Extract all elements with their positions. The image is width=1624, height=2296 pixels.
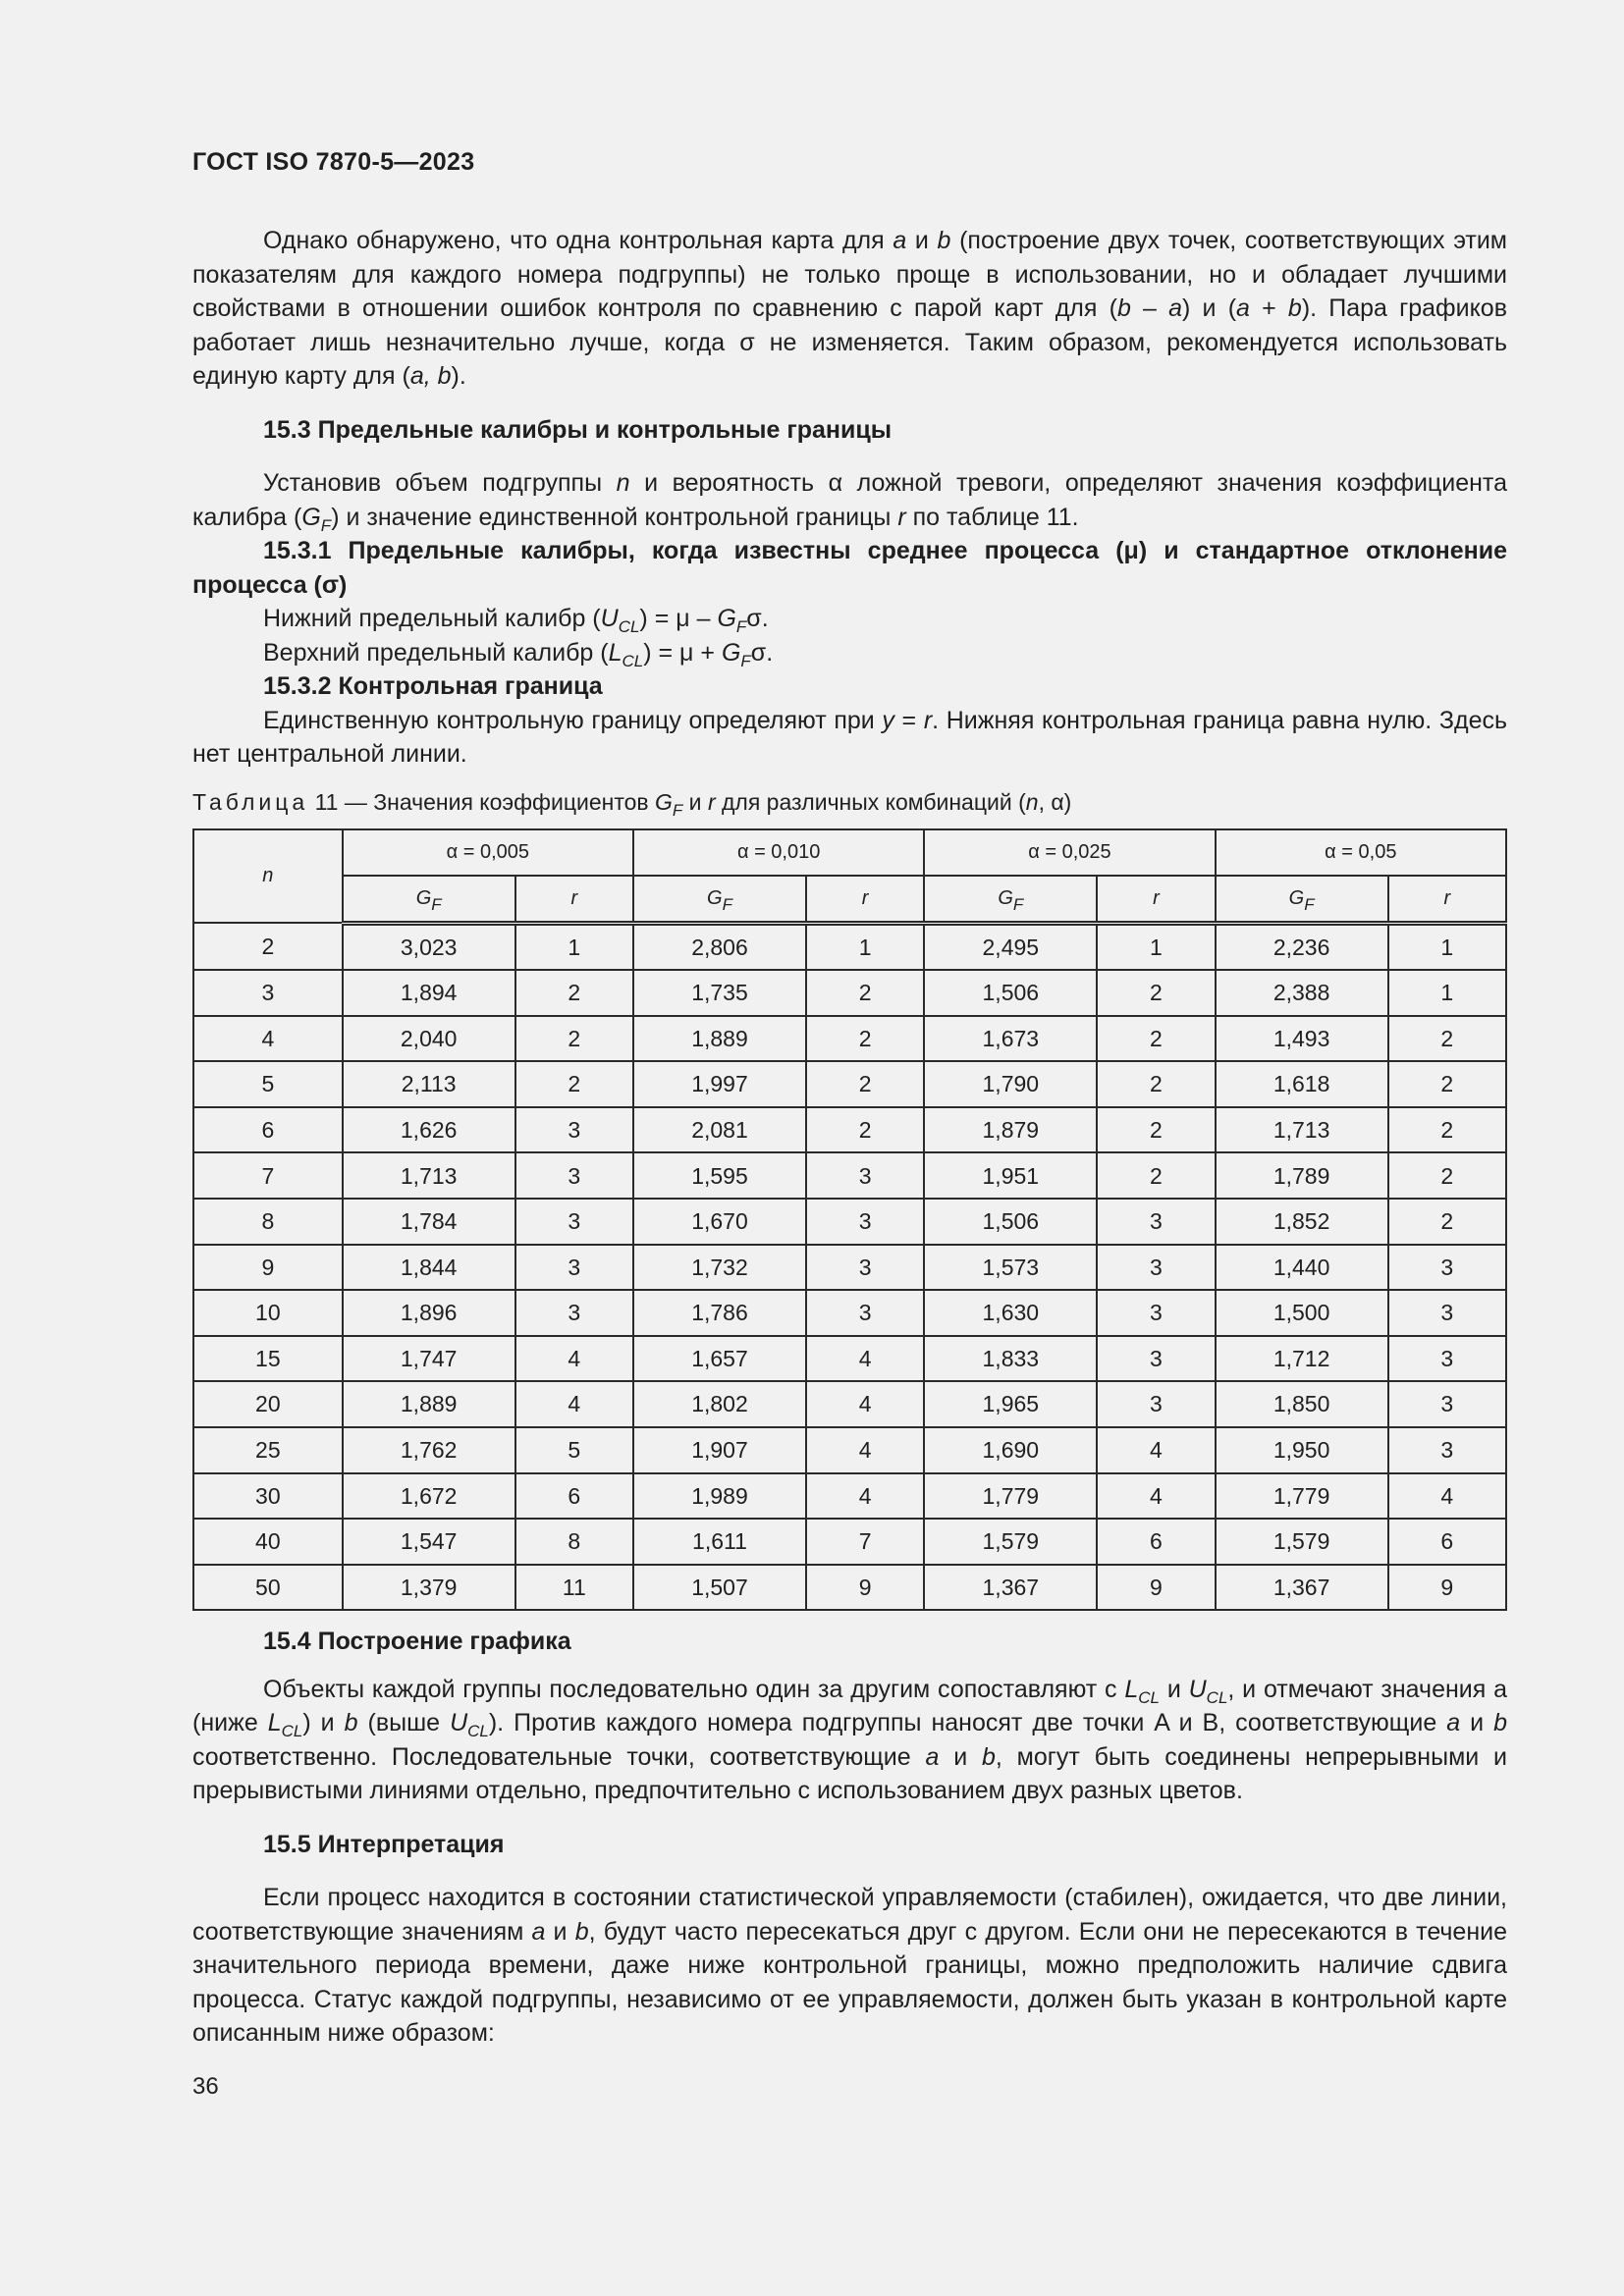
table-cell: 3	[515, 1245, 633, 1291]
table-cell: 10	[193, 1290, 343, 1336]
table-cell: 1,573	[924, 1245, 1097, 1291]
table-cell: 2,495	[924, 923, 1097, 970]
table-cell: 3	[515, 1199, 633, 1245]
table-cell: 2,040	[343, 1016, 515, 1062]
table-cell: 20	[193, 1381, 343, 1427]
section-heading-15-3-2: 15.3.2 Контрольная граница	[263, 672, 603, 700]
table-cell: 8	[193, 1199, 343, 1245]
table-cell: 3	[1388, 1427, 1506, 1473]
table-cell: 1,732	[633, 1245, 806, 1291]
coefficients-table	[192, 828, 1507, 1612]
table-cell: 15	[193, 1336, 343, 1382]
table-cell: 1	[806, 923, 924, 970]
table-body	[193, 923, 1506, 1610]
table-cell: 5	[193, 1061, 343, 1107]
table-cell: 1,779	[1216, 1473, 1388, 1520]
table-cell: 3	[806, 1152, 924, 1199]
table-cell: 3	[1097, 1199, 1215, 1245]
table-cell: 4	[1388, 1473, 1506, 1520]
paragraph-15-3: Установив объем подгруппы n и вероятность α ложной тревоги, определяют значения коэффициента калибра $(G_F)$ и значение единственной контрольной границы r по таблице 11.	[192, 469, 1507, 535]
table-cell: 1,672	[343, 1473, 515, 1520]
table-row	[193, 1107, 1506, 1153]
table-cell: 2	[1388, 1061, 1506, 1107]
table-row	[193, 1061, 1506, 1107]
table-cell: 1,907	[633, 1427, 806, 1473]
table-cell: 1,950	[1216, 1427, 1388, 1473]
table-cell: 1,630	[924, 1290, 1097, 1336]
table-cell: 1,547	[343, 1519, 515, 1565]
table-cell: 1,506	[924, 970, 1097, 1016]
table-cell: 1,844	[343, 1245, 515, 1291]
section-heading-15-4: 15.4 Построение графика	[263, 1628, 571, 1656]
table-cell: 5	[515, 1427, 633, 1473]
table-cell: 3	[515, 1290, 633, 1336]
table-cell: 1,789	[1216, 1152, 1388, 1199]
section-heading-15-3-1: 15.3.1 Предельные калибры, когда известны среднее процесса (μ) и стандартное отклонение процесса (σ)	[192, 537, 1507, 599]
table-cell: 2	[1388, 1152, 1506, 1199]
table-cell: 40	[193, 1519, 343, 1565]
table-cell: 1,595	[633, 1152, 806, 1199]
table-cell: 2	[1097, 1016, 1215, 1062]
column-header-r: r	[1388, 876, 1506, 924]
table-cell: 50	[193, 1565, 343, 1611]
table-cell: 1,735	[633, 970, 806, 1016]
table-cell: 1,367	[924, 1565, 1097, 1611]
table-cell: 1,889	[343, 1381, 515, 1427]
table-cell: 1,896	[343, 1290, 515, 1336]
table-cell: 4	[806, 1381, 924, 1427]
table-cell: 1,784	[343, 1199, 515, 1245]
table-caption: Таблица 11 — Значения коэффициентов $G_F$ и r для различных комбинаций (n, α)	[192, 788, 1072, 820]
table-cell: 3	[1097, 1336, 1215, 1382]
table-cell: 3	[1097, 1245, 1215, 1291]
paragraph-intro: Однако обнаружено, что одна контрольная карта для a и b (построение двух точек, соответствующих этим показателям для каждого номера подгруппы) не только проще в использовании, но и обладает лучшими свойствами в отношении ошибок контроля по сравнению с парой карт для (b – a) и (a + b). Пара графиков работает лишь незначительно лучше, когда σ не изменяется. Таким образом, рекомендуется использовать единую карту для (a, b).	[192, 227, 1507, 390]
table-cell: 2,806	[633, 923, 806, 970]
table-cell: 3	[1388, 1336, 1506, 1382]
paragraph-15-3-2: Единственную контрольную границу определяют при y = r. Нижняя контрольная граница равна нулю. Здесь нет центральной линии.	[192, 706, 1508, 768]
table-cell: 3	[806, 1199, 924, 1245]
table-cell: 2	[515, 1016, 633, 1062]
column-header-alpha: α = 0,05	[1216, 829, 1506, 876]
table-cell: 6	[515, 1473, 633, 1520]
table-cell: 4	[193, 1016, 343, 1062]
table-row	[193, 1519, 1506, 1565]
table-cell: 1,713	[1216, 1107, 1388, 1153]
table-cell: 2	[515, 1061, 633, 1107]
column-header-alpha: α = 0,025	[924, 829, 1215, 876]
table-cell: 4	[1097, 1473, 1215, 1520]
document-header: ГОСТ ISO 7870-5—2023	[192, 148, 475, 176]
table-cell: 11	[515, 1565, 633, 1611]
table-cell: 1,690	[924, 1427, 1097, 1473]
page-content	[192, 224, 1507, 2051]
table-cell: 3	[515, 1152, 633, 1199]
paragraph-15-4: Объекты каждой группы последовательно один за другим сопоставляют с $L_{CL}$ и $U_{CL}$, и отмечают значения a (ниже $L_{CL}$) и b (выше $U_{CL}$). Против каждого номера подгруппы наносят две точки A и B, соответствующие a и b соответственно. Последовательные точки, соответствующие a и b, могут быть соединены непрерывными и прерывистыми линиями отдельно, предпочтительно с использованием двух разных цветов.	[192, 1675, 1508, 1805]
table-cell: 1,762	[343, 1427, 515, 1473]
table-cell: 3	[1388, 1381, 1506, 1427]
table-cell: 7	[806, 1519, 924, 1565]
table-row	[193, 1016, 1506, 1062]
table-cell: 4	[806, 1336, 924, 1382]
column-header-alpha: α = 0,010	[633, 829, 924, 876]
table-cell: 4	[515, 1336, 633, 1382]
column-header-n: n	[193, 829, 343, 924]
table-cell: 1,713	[343, 1152, 515, 1199]
table-cell: 1,965	[924, 1381, 1097, 1427]
table-row	[193, 1565, 1506, 1611]
table-row	[193, 1473, 1506, 1520]
table-cell: 2	[1388, 1107, 1506, 1153]
table-cell: 1	[1388, 970, 1506, 1016]
table-cell: 1,790	[924, 1061, 1097, 1107]
table-cell: 1,889	[633, 1016, 806, 1062]
table-cell: 1,997	[633, 1061, 806, 1107]
column-header-r: r	[806, 876, 924, 924]
table-cell: 2	[1097, 1061, 1215, 1107]
table-cell: 3	[1097, 1381, 1215, 1427]
table-cell: 2	[806, 1107, 924, 1153]
column-header-gf: $G_F$	[343, 876, 515, 924]
table-cell: 1,507	[633, 1565, 806, 1611]
table-cell: 1	[1388, 923, 1506, 970]
table-cell: 2	[806, 1016, 924, 1062]
table-cell: 1,833	[924, 1336, 1097, 1382]
table-cell: 4	[806, 1473, 924, 1520]
table-cell: 9	[193, 1245, 343, 1291]
section-heading-15-3: 15.3 Предельные калибры и контрольные границы	[263, 415, 893, 444]
table-cell: 2	[806, 1061, 924, 1107]
table-cell: 2	[1097, 1152, 1215, 1199]
column-header-gf: $G_F$	[633, 876, 806, 924]
table-cell: 1,673	[924, 1016, 1097, 1062]
table-row	[193, 1152, 1506, 1199]
column-header-r: r	[515, 876, 633, 924]
table-cell: 2	[193, 923, 343, 970]
table-cell: 1,894	[343, 970, 515, 1016]
table-cell: 1,611	[633, 1519, 806, 1565]
table-cell: 2	[1388, 1199, 1506, 1245]
table-cell: 9	[806, 1565, 924, 1611]
table-row	[193, 970, 1506, 1016]
table-row	[193, 1336, 1506, 1382]
table-cell: 1,747	[343, 1336, 515, 1382]
column-header-r: r	[1097, 876, 1215, 924]
table-cell: 4	[806, 1427, 924, 1473]
table-cell: 1,626	[343, 1107, 515, 1153]
table-cell: 1,493	[1216, 1016, 1388, 1062]
paragraph-15-5: Если процесс находится в состоянии статистической управляемости (стабилен), ожидается, что две линии, соответствующие значениям a и b, будут часто пересекаться друг с другом. Если они не пересекаются в течение значительного периода времени, даже ниже контрольной границы, можно предположить наличие сдвига процесса. Статус каждой подгруппы, независимо от ее управляемости, должен быть указан в контрольной карте описанным ниже образом:	[192, 1884, 1508, 2048]
table-cell: 1,618	[1216, 1061, 1388, 1107]
table-cell: 1,579	[1216, 1519, 1388, 1565]
table-cell: 1,500	[1216, 1290, 1388, 1336]
table-cell: 1,579	[924, 1519, 1097, 1565]
table-cell: 2,388	[1216, 970, 1388, 1016]
table-cell: 3	[1388, 1290, 1506, 1336]
table-cell: 1,879	[924, 1107, 1097, 1153]
table-cell: 8	[515, 1519, 633, 1565]
formula-lower-gauge: Нижний предельный калибр $(U_{CL}) = \mu - G_F\sigma$.	[263, 605, 769, 636]
table-cell: 2	[806, 970, 924, 1016]
table-cell: 1,779	[924, 1473, 1097, 1520]
table-cell: 2	[515, 970, 633, 1016]
table-cell: 2,113	[343, 1061, 515, 1107]
table-row	[193, 1290, 1506, 1336]
table-cell: 2,081	[633, 1107, 806, 1153]
table-cell: 3	[515, 1107, 633, 1153]
table-cell: 6	[193, 1107, 343, 1153]
table-cell: 9	[1388, 1565, 1506, 1611]
table-cell: 1,440	[1216, 1245, 1388, 1291]
column-header-gf: $G_F$	[1216, 876, 1388, 924]
table-cell: 1,670	[633, 1199, 806, 1245]
table-cell: 6	[1388, 1519, 1506, 1565]
table-cell: 1,506	[924, 1199, 1097, 1245]
page-number: 36	[192, 2073, 219, 2100]
table-row	[193, 1245, 1506, 1291]
table-cell: 1,850	[1216, 1381, 1388, 1427]
table-cell: 1,367	[1216, 1565, 1388, 1611]
table-cell: 1	[515, 923, 633, 970]
table-cell: 3,023	[343, 923, 515, 970]
table-cell: 2,236	[1216, 923, 1388, 970]
table-row	[193, 1199, 1506, 1245]
formula-upper-gauge: Верхний предельный калибр $(L_{CL}) = \mu + G_F\sigma$.	[263, 638, 774, 670]
table-cell: 1,989	[633, 1473, 806, 1520]
table-cell: 4	[1097, 1427, 1215, 1473]
table-cell: 2	[1388, 1016, 1506, 1062]
table-cell: 30	[193, 1473, 343, 1520]
table-cell: 2	[1097, 1107, 1215, 1153]
table-cell: 1,712	[1216, 1336, 1388, 1382]
table-row	[193, 923, 1506, 970]
table-cell: 3	[806, 1245, 924, 1291]
table-cell: 3	[806, 1290, 924, 1336]
table-cell: 1,951	[924, 1152, 1097, 1199]
table-cell: 1	[1097, 923, 1215, 970]
column-header-alpha: α = 0,005	[343, 829, 633, 876]
table-cell: 3	[1388, 1245, 1506, 1291]
table-row	[193, 1427, 1506, 1473]
table-cell: 2	[1097, 970, 1215, 1016]
table-cell: 7	[193, 1152, 343, 1199]
section-heading-15-5: 15.5 Интерпретация	[263, 1830, 505, 1858]
table-cell: 3	[193, 970, 343, 1016]
table-cell: 9	[1097, 1565, 1215, 1611]
table-cell: 1,657	[633, 1336, 806, 1382]
table-row	[193, 1381, 1506, 1427]
table-cell: 6	[1097, 1519, 1215, 1565]
table-cell: 25	[193, 1427, 343, 1473]
table-cell: 3	[1097, 1290, 1215, 1336]
table-cell: 1,802	[633, 1381, 806, 1427]
table-cell: 4	[515, 1381, 633, 1427]
table-cell: 1,379	[343, 1565, 515, 1611]
column-header-gf: $G_F$	[924, 876, 1097, 924]
table-cell: 1,786	[633, 1290, 806, 1336]
table-cell: 1,852	[1216, 1199, 1388, 1245]
